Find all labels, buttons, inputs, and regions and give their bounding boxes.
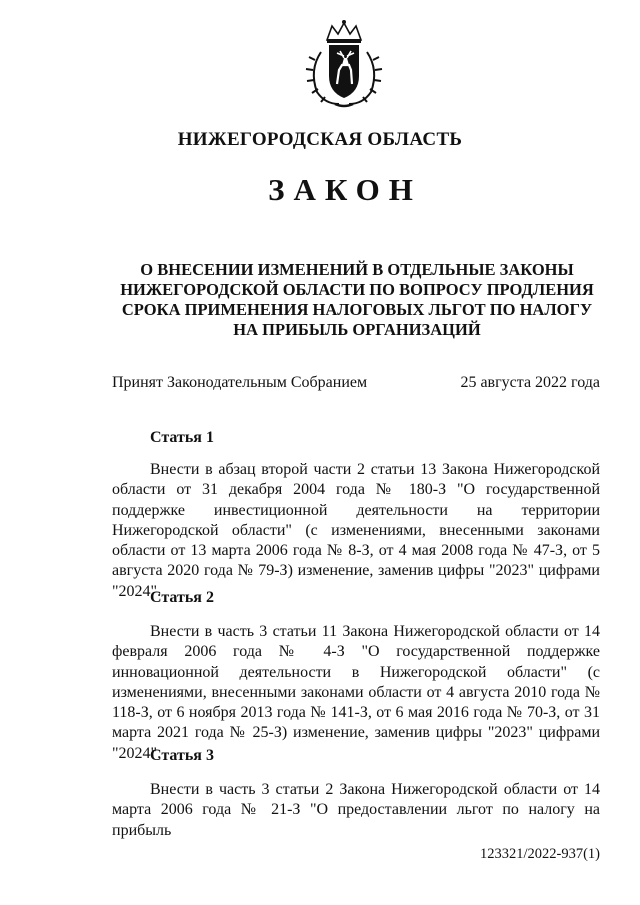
document-type-heading: ЗАКОН — [268, 172, 422, 207]
article-3-heading: Статья 3 — [150, 747, 214, 764]
article-2-heading: Статья 2 — [150, 589, 214, 606]
article-3-text: Внести в часть 3 статьи 2 Закона Нижегородской области от 14 марта 2006 года № 21-З "О предоставлении льгот по налогу на прибыль — [112, 781, 600, 839]
law-title: О ВНЕСЕНИИ ИЗМЕНЕНИЙ В ОТДЕЛЬНЫЕ ЗАКОНЫ НИЖЕГОРОДСКОЙ ОБЛАСТИ ПО ВОПРОСУ ПРОДЛЕНИЯ СРОКА ПРИМЕНЕНИЯ НАЛОГОВЫХ ЛЬГОТ ПО НАЛОГУ НА ПРИБЫЛЬ ОРГАНИЗАЦИЙ — [120, 260, 594, 339]
article-2-text: Внести в часть 3 статьи 11 Закона Нижегородской области от 14 февраля 2006 года № 4-З "О государственной поддержке инновационной деятельности в Нижегородской области" (с изменениями, внесенными законами области от 4 августа 2010 года № 118-З, от 6 ноября 2013 года № 141-З, от 6 мая 2016 года № 70-З, от 31 марта 2021 года № 25-З) изменение, заменив цифры "2023" цифрами "2024". — [112, 623, 600, 762]
region-heading: НИЖЕГОРОДСКАЯ ОБЛАСТЬ — [177, 129, 463, 150]
coat-of-arms-icon — [299, 18, 389, 110]
adoption-label: Принят Законодательным Собранием — [112, 374, 368, 391]
document-number: 123321/2022-937(1) — [479, 846, 600, 862]
adoption-date: 25 августа 2022 года — [460, 374, 600, 391]
article-1-heading: Статья 1 — [150, 429, 214, 446]
article-1-text: Внести в абзац второй части 2 статьи 13 Закона Нижегородской области от 31 декабря 2004 года № 180-З "О государственной поддержке инвестиционной деятельности на территории Нижегородской области" (с изменениями, внесенными законами области от 13 марта 2006 года № 8-З, от 4 мая 2008 года № 47-З, от 5 августа 2020 года № 79-З) изменение, заменив цифры "2023" цифрами "2024". — [112, 461, 600, 600]
